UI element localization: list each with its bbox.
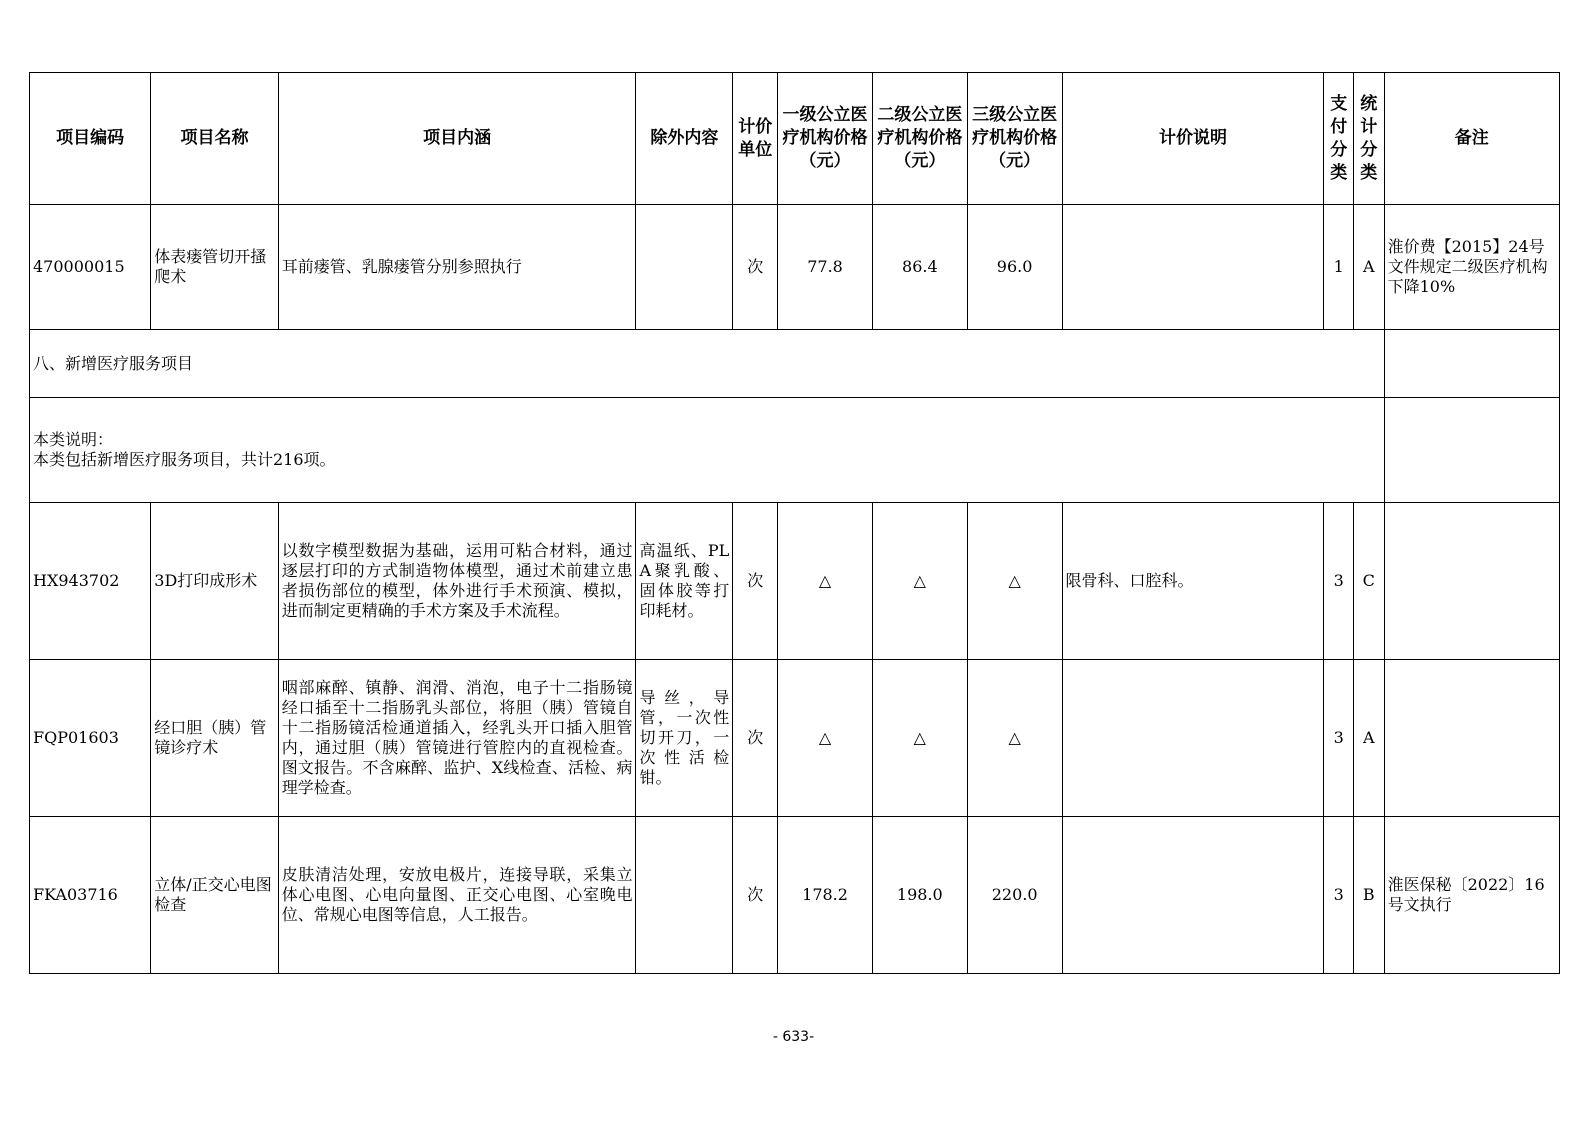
section-title-row: [30, 330, 1560, 398]
cell-name: 体表瘘管切开搔爬术: [151, 205, 278, 330]
header-content: 项目内涵: [278, 73, 636, 205]
table-row: [30, 817, 1560, 974]
header-pay-category: 支付分类: [1324, 73, 1354, 205]
cell-unit: 次: [733, 205, 778, 330]
cell-except: 导丝，导管，一次性切开刀，一次性活检钳。: [636, 660, 733, 817]
cell-pay-category: 3: [1324, 503, 1354, 660]
section-title-note: [1384, 330, 1559, 398]
cell-content: 咽部麻醉、镇静、润滑、消泡，电子十二指肠镜经口插至十二指肠乳头部位，将胆（胰）管镜自十二指肠镜活检通道插入，经乳头开口插入胆管内，通过胆（胰）管镜进行管腔内的直视检查。图文报告。不含麻醉、监护、X线检查、活检、病理学检查。: [278, 660, 636, 817]
table-row: [30, 503, 1560, 660]
cell-price-level2: △: [872, 660, 967, 817]
header-pricing-desc: 计价说明: [1062, 73, 1324, 205]
header-code: 项目编码: [30, 73, 151, 205]
cell-stat-category: A: [1354, 660, 1385, 817]
section-desc-text: 本类包括新增医疗服务项目，共计216项。: [33, 450, 336, 469]
cell-stat-category: B: [1354, 817, 1385, 974]
header-price-level3: 三级公立医疗机构价格（元）: [967, 73, 1062, 205]
header-row: [30, 73, 1560, 205]
cell-stat-category: A: [1354, 205, 1385, 330]
cell-pricing-desc: [1062, 205, 1324, 330]
cell-content: 以数字模型数据为基础，运用可粘合材料，通过逐层打印的方式制造物体模型，通过术前建立患者损伤部位的模型，体外进行手术预演、模拟，进而制定更精确的手术方案及手术流程。: [278, 503, 636, 660]
cell-unit: 次: [733, 660, 778, 817]
header-note: 备注: [1384, 73, 1559, 205]
cell-code: HX943702: [30, 503, 151, 660]
table-row: [30, 660, 1560, 817]
cell-price-level1: 178.2: [778, 817, 873, 974]
cell-pricing-desc: [1062, 817, 1324, 974]
cell-price-level1: △: [778, 660, 873, 817]
cell-unit: 次: [733, 817, 778, 974]
cell-content: 耳前瘘管、乳腺瘘管分别参照执行: [278, 205, 636, 330]
cell-note: [1384, 503, 1559, 660]
cell-price-level2: 86.4: [872, 205, 967, 330]
cell-note: [1384, 660, 1559, 817]
section-desc-note: [1384, 398, 1559, 503]
cell-pay-category: 3: [1324, 660, 1354, 817]
cell-code: FKA03716: [30, 817, 151, 974]
header-unit: 计价单位: [733, 73, 778, 205]
cell-note: 淮价费【2015】24号文件规定二级医疗机构下降10%: [1384, 205, 1559, 330]
table-row: [30, 205, 1560, 330]
cell-except: 高温纸、PLA聚乳酸、固体胶等打印耗材。: [636, 503, 733, 660]
cell-note: 淮医保秘〔2022〕16号文执行: [1384, 817, 1559, 974]
header-name: 项目名称: [151, 73, 278, 205]
header-price-level1: 一级公立医疗机构价格（元）: [778, 73, 873, 205]
header-except: 除外内容: [636, 73, 733, 205]
cell-price-level2: △: [872, 503, 967, 660]
cell-code: FQP01603: [30, 660, 151, 817]
cell-pay-category: 1: [1324, 205, 1354, 330]
cell-price-level3: 96.0: [967, 205, 1062, 330]
header-price-level2: 二级公立医疗机构价格（元）: [872, 73, 967, 205]
cell-except: [636, 817, 733, 974]
cell-price-level1: △: [778, 503, 873, 660]
header-stat-category: 统计分类: [1354, 73, 1385, 205]
cell-content: 皮肤清洁处理，安放电极片，连接导联，采集立体心电图、心电向量图、正交心电图、心室晚电位、常规心电图等信息，人工报告。: [278, 817, 636, 974]
cell-name: 经口胆（胰）管镜诊疗术: [151, 660, 278, 817]
cell-code: 470000015: [30, 205, 151, 330]
cell-price-level3: △: [967, 660, 1062, 817]
section-title: 八、新增医疗服务项目: [30, 330, 1385, 398]
cell-pricing-desc: [1062, 660, 1324, 817]
section-desc-row: [30, 398, 1560, 503]
section-desc: [30, 398, 1385, 503]
section-desc-title: 本类说明：: [33, 430, 114, 449]
cell-pricing-desc: 限骨科、口腔科。: [1062, 503, 1324, 660]
page-number: - 633-: [772, 1029, 815, 1045]
cell-stat-category: C: [1354, 503, 1385, 660]
cell-price-level2: 198.0: [872, 817, 967, 974]
cell-name: 立体/正交心电图检查: [151, 817, 278, 974]
cell-price-level3: △: [967, 503, 1062, 660]
cell-unit: 次: [733, 503, 778, 660]
cell-except: [636, 205, 733, 330]
cell-name: 3D打印成形术: [151, 503, 278, 660]
cell-price-level1: 77.8: [778, 205, 873, 330]
pricing-table: [29, 72, 1560, 974]
cell-price-level3: 220.0: [967, 817, 1062, 974]
cell-pay-category: 3: [1324, 817, 1354, 974]
